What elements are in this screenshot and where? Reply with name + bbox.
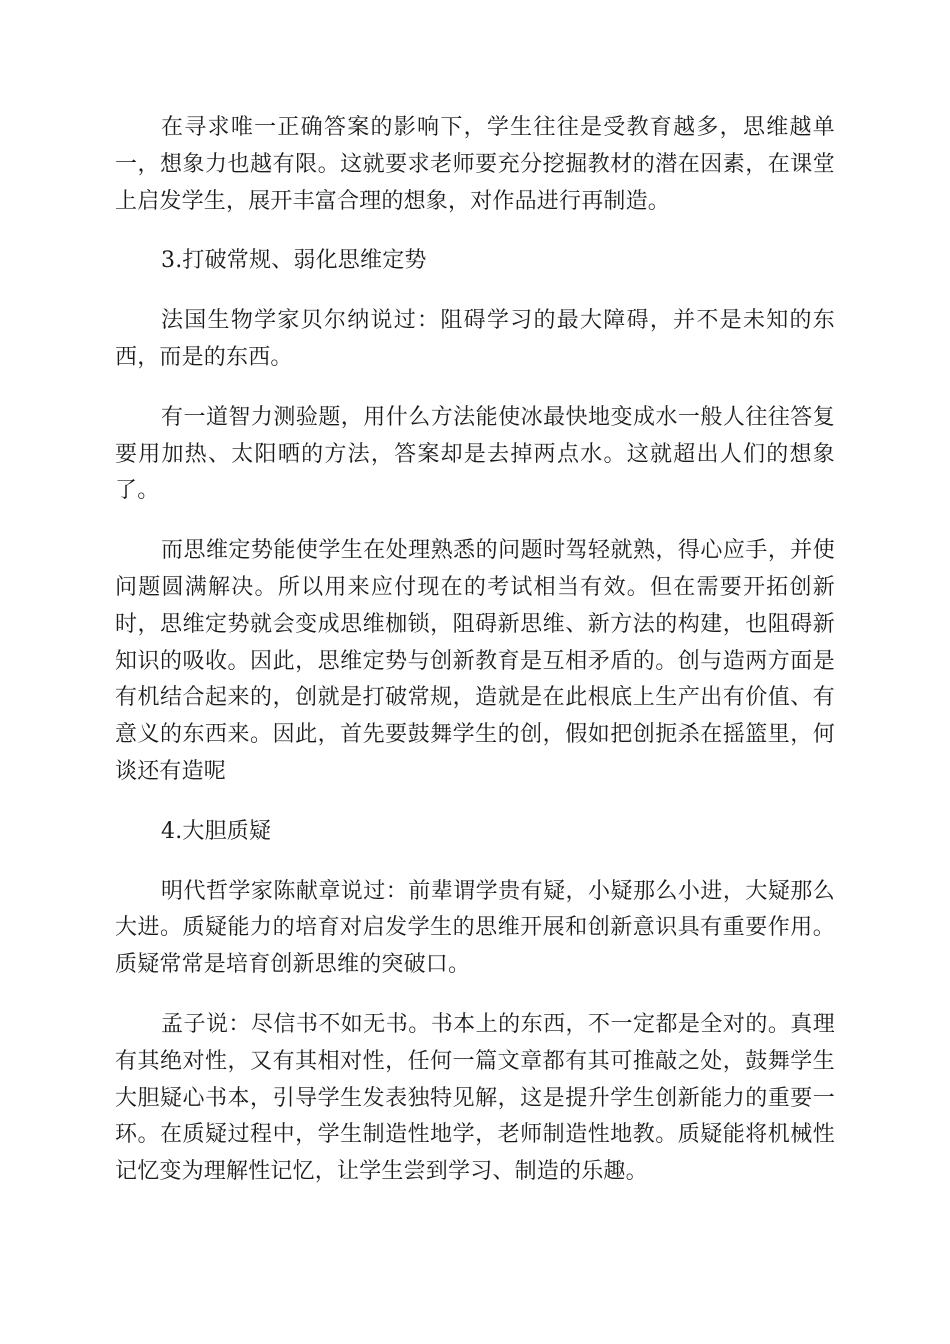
document-page (115, 110, 835, 1214)
paragraph-iq-test: 有一道智力测验题，用什么方法能使冰最快地变成水一般人往往答复要用加热、太阳晒的方法，答案却是去掉两点水。这就超出人们的想象了。 (115, 404, 835, 504)
section-heading-break-convention: 3.打破常规、弱化思维定势 (161, 248, 427, 274)
section-heading-bold-questioning: 4.大胆质疑 (161, 818, 272, 844)
paragraph-chen-xianzhang-quote: 明代哲学家陈献章说过：前辈谓学贵有疑，小疑那么小进，大疑那么大进。质疑能力的培育对启发学生的思维开展和创新意识具有重要作用。质疑常常是培育创新思维的突破口。 (115, 878, 835, 978)
paragraph-mencius-quote: 孟子说：尽信书不如无书。书本上的东西，不一定都是全对的。真理有其绝对性，又有其相对性，任何一篇文章都有其可推敲之处，鼓舞学生大胆疑心书本，引导学生发表独特见解，这是提升学生创新能力的重要一环。在质疑过程中，学生制造性地学，老师制造性地教。质疑能将机械性记忆变为理解性记忆，让学生尝到学习、制造的乐趣。 (115, 1011, 835, 1185)
paragraph-imagination: 在寻求唯一正确答案的影响下，学生往往是受教育越多，思维越单一，想象力也越有限。这就要求老师要充分挖掘教材的潜在因素，在课堂上启发学生，展开丰富合理的想象，对作品进行再制造。 (115, 115, 835, 214)
paragraph-thinking-set: 而思维定势能使学生在处理熟悉的问题时驾轻就熟，得心应手，并使问题圆满解决。所以用来应付现在的考试相当有效。但在需要开拓创新时，思维定势就会变成思维枷锁，阻碍新思维、新方法的构建，也阻碍新知识的吸收。因此，思维定势与创新教育是互相矛盾的。创与造两方面是有机结合起来的，创就是打破常规，造就是在此根底上生产出有价值、有意义的东西来。因此，首先要鼓舞学生的创，假如把创扼杀在摇篮里，何谈还有造呢 (115, 538, 835, 784)
paragraph-bernard-quote: 法国生物学家贝尔纳说过：阻碍学习的最大障碍，并不是未知的东西，而是的东西。 (115, 308, 835, 370)
